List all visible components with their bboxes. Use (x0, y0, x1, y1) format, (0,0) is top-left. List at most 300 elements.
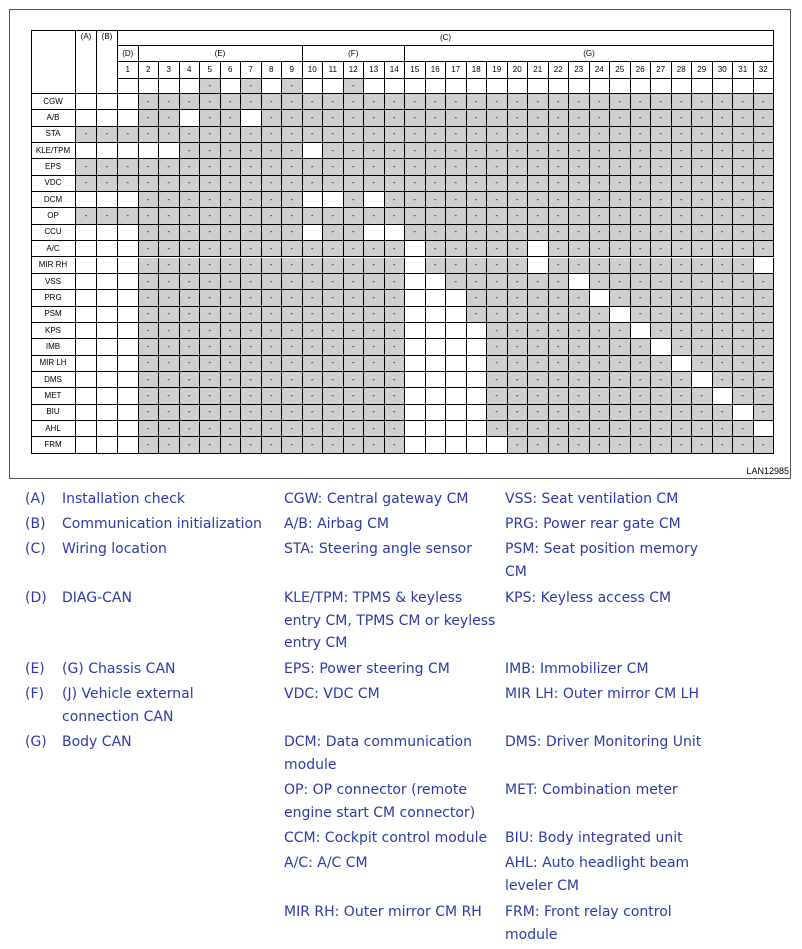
cell-pin-15: - (405, 208, 426, 224)
cell-pin-12: - (344, 388, 365, 404)
cell-pin-5: - (200, 176, 221, 192)
cell-pin-13: - (364, 258, 385, 274)
cell-pin-8: - (262, 241, 283, 257)
cell-pin-31: - (733, 258, 754, 274)
cell-pin-10: - (303, 290, 324, 306)
row-label: A/C (31, 241, 76, 257)
cell-pin-2: - (139, 94, 160, 110)
cell-pin-11: - (323, 143, 344, 159)
cell-pin-19: - (487, 339, 508, 355)
cell-pin-8: - (262, 356, 283, 372)
legend-key: (F) (25, 686, 44, 702)
cell-pin-22: - (549, 192, 570, 208)
cell-pin-6: - (221, 405, 242, 421)
cell-pin-31: - (733, 356, 754, 372)
cell-pin-12: - (344, 225, 365, 241)
cell-pin-26: - (631, 94, 652, 110)
cell-pin-4: - (180, 208, 201, 224)
cell-pin-10: - (303, 258, 324, 274)
cell-pin-27: - (651, 143, 672, 159)
cell-pin-5: - (200, 388, 221, 404)
cell-pin-30: - (713, 110, 734, 126)
cell-pin-29: - (692, 356, 713, 372)
cell-pin-9: - (282, 274, 303, 290)
cell-pin-4: - (180, 372, 201, 388)
cell-pin-13: - (364, 176, 385, 192)
cell-pin-26: - (631, 241, 652, 257)
cell-pin-11: - (323, 258, 344, 274)
cell-pin-2: - (139, 339, 160, 355)
cell-pin-18: - (467, 208, 488, 224)
cell-pin-5: - (200, 274, 221, 290)
cell-pin-25: - (610, 323, 631, 339)
cell-pin-29: - (692, 307, 713, 323)
cell-pin-30: - (713, 372, 734, 388)
cell-pin-23: - (569, 110, 590, 126)
cell-pin-7: - (241, 339, 262, 355)
cell-pin-24: - (590, 143, 611, 159)
cell-pin-21: - (528, 127, 549, 143)
cell-pin-14: - (385, 110, 406, 126)
cell-pin-7: - (241, 307, 262, 323)
cell-pin-31: - (733, 274, 754, 290)
cell-pin-19: - (487, 307, 508, 323)
cell-pin-30: - (713, 225, 734, 241)
cell-pin-28: - (672, 127, 693, 143)
cell-pin-27: - (651, 258, 672, 274)
cell-pin-23: - (569, 127, 590, 143)
cell-pin-23: - (569, 94, 590, 110)
pin-number: 12 (344, 62, 365, 79)
legend-abbreviation: VDC: VDC CM (284, 686, 380, 702)
legend-abbreviation: DMS: Driver Monitoring Unit (505, 734, 702, 750)
cell-pin-26: - (631, 356, 652, 372)
cell-pin-26: - (631, 176, 652, 192)
cell-pin-15: - (405, 94, 426, 110)
cell-pin-9: - (282, 421, 303, 437)
cell-pin-31: - (733, 110, 754, 126)
cell-pin-7: - (241, 421, 262, 437)
cell-pin-8: - (262, 307, 283, 323)
cell-pin-29: - (692, 159, 713, 175)
row-label: CGW (31, 94, 76, 110)
cell-pin-26: - (631, 110, 652, 126)
cell-pin-17: - (446, 159, 467, 175)
cell-pin-20: - (508, 143, 529, 159)
cell-pin-7: - (241, 437, 262, 453)
cell-pin-6: - (221, 192, 242, 208)
cell-pin-26: - (631, 192, 652, 208)
row-label: A/B (31, 110, 76, 126)
cell-pin-6: - (221, 372, 242, 388)
cell-pin-20: - (508, 110, 529, 126)
cell-pin-9: - (282, 437, 303, 453)
cell-installation-check: - (76, 208, 97, 224)
cell-pin-5: - (200, 437, 221, 453)
cell-pin-3: - (159, 323, 180, 339)
cell-pin-8: - (262, 127, 283, 143)
pin-number: 16 (426, 62, 447, 79)
cell-pin-22: - (549, 159, 570, 175)
cell-pin-13: - (364, 127, 385, 143)
cell-pin-26: - (631, 159, 652, 175)
cell-pin-17: - (446, 176, 467, 192)
cell-pin-21: - (528, 274, 549, 290)
cell-pin-25: - (610, 127, 631, 143)
cell-pin-7: - (241, 356, 262, 372)
cell-pin-6: - (221, 176, 242, 192)
cell-pin-8: - (262, 437, 283, 453)
cell-pin-13: - (364, 323, 385, 339)
cell-pin-11: - (323, 421, 344, 437)
cell-pin-5: - (200, 421, 221, 437)
cell-pin-12: - (344, 192, 365, 208)
cell-pin-32: - (754, 110, 775, 126)
cell-pin-12: - (344, 339, 365, 355)
cell-pin-24: - (590, 94, 611, 110)
cell-pin-9: - (282, 192, 303, 208)
cell-pin-24: - (590, 127, 611, 143)
cell-pin-9: - (282, 323, 303, 339)
cell-pin-25: - (610, 94, 631, 110)
cell-pin-3: - (159, 110, 180, 126)
cell-pin-21: - (528, 290, 549, 306)
cell-pin-6: - (221, 437, 242, 453)
cell-pin-22: - (549, 274, 570, 290)
cell-pin-5: - (200, 307, 221, 323)
cell-pin-9: - (282, 159, 303, 175)
cell-pin-11: - (323, 176, 344, 192)
cell-pin-12: - (344, 405, 365, 421)
legend-abbreviation: A/B: Airbag CM (284, 516, 389, 532)
cell-pin-26: - (631, 405, 652, 421)
cell-pin-18: - (467, 225, 488, 241)
cell-pin-21: - (528, 192, 549, 208)
cell-pin-16: - (426, 241, 447, 257)
cell-pin-30: - (713, 274, 734, 290)
cell-pin-7: - (241, 323, 262, 339)
cell-pin-12: - (344, 290, 365, 306)
cell-pin-28: - (672, 258, 693, 274)
cell-pin-11: - (323, 372, 344, 388)
cell-pin-13: - (364, 421, 385, 437)
cell-pin-20: - (508, 323, 529, 339)
cell-pin-2: - (139, 258, 160, 274)
legend-term: Communication initialization (62, 516, 262, 532)
cell-pin-11: - (323, 356, 344, 372)
cell-pin-11: - (323, 225, 344, 241)
cell-pin-29: - (692, 421, 713, 437)
cell-pin-30: - (713, 356, 734, 372)
cell-pin-9: - (282, 208, 303, 224)
cell-pin-31: - (733, 307, 754, 323)
header-mark: - (241, 79, 262, 94)
cell-pin-13: - (364, 307, 385, 323)
legend-abbreviation: FRM: Front relay control module (505, 904, 672, 943)
cell-pin-24: - (590, 176, 611, 192)
cell-pin-7: - (241, 94, 262, 110)
cell-pin-22: - (549, 356, 570, 372)
cell-pin-5: - (200, 290, 221, 306)
cell-pin-22: - (549, 290, 570, 306)
cell-pin-14: - (385, 307, 406, 323)
cell-pin-12: - (344, 159, 365, 175)
cell-pin-28: - (672, 339, 693, 355)
header-subgroup: (G) (405, 46, 774, 62)
cell-pin-19: - (487, 127, 508, 143)
cell-pin-4: - (180, 159, 201, 175)
cell-pin-24: - (590, 159, 611, 175)
cell-pin-13: - (364, 437, 385, 453)
cell-pin-9: - (282, 241, 303, 257)
legend-key: (B) (25, 516, 46, 532)
cell-pin-14: - (385, 94, 406, 110)
cell-pin-30: - (713, 192, 734, 208)
cell-pin-25: - (610, 159, 631, 175)
cell-pin-23: - (569, 192, 590, 208)
cell-pin-22: - (549, 421, 570, 437)
cell-pin-1: - (118, 159, 139, 175)
cell-pin-7: - (241, 208, 262, 224)
cell-pin-13: - (364, 372, 385, 388)
cell-pin-25: - (610, 437, 631, 453)
cell-pin-5: - (200, 241, 221, 257)
cell-pin-4: - (180, 307, 201, 323)
cell-pin-3: - (159, 258, 180, 274)
cell-pin-24: - (590, 356, 611, 372)
cell-communication-init: - (97, 176, 118, 192)
cell-pin-23: - (569, 323, 590, 339)
pin-number: 14 (385, 62, 406, 79)
header-subgroup: (F) (303, 46, 406, 62)
pin-number: 18 (467, 62, 488, 79)
cell-pin-19: - (487, 208, 508, 224)
cell-pin-1: - (118, 176, 139, 192)
cell-pin-13: - (364, 110, 385, 126)
cell-pin-21: - (528, 372, 549, 388)
cell-pin-22: - (549, 307, 570, 323)
cell-pin-24: - (590, 372, 611, 388)
cell-pin-20: - (508, 208, 529, 224)
cell-pin-10: - (303, 323, 324, 339)
cell-pin-8: - (262, 405, 283, 421)
cell-pin-8: - (262, 176, 283, 192)
cell-pin-20: - (508, 339, 529, 355)
cell-pin-11: - (323, 323, 344, 339)
cell-pin-19: - (487, 241, 508, 257)
cell-pin-6: - (221, 421, 242, 437)
legend-abbreviation: OP: OP connector (remote engine start CM connector) (284, 782, 476, 821)
cell-pin-5: - (200, 323, 221, 339)
cell-pin-10: - (303, 176, 324, 192)
pin-number: 23 (569, 62, 590, 79)
cell-pin-25: - (610, 192, 631, 208)
cell-pin-3: - (159, 94, 180, 110)
cell-pin-8: - (262, 372, 283, 388)
cell-pin-23: - (569, 405, 590, 421)
cell-pin-29: - (692, 94, 713, 110)
cell-pin-31: - (733, 339, 754, 355)
cell-pin-9: - (282, 372, 303, 388)
cell-pin-15: - (405, 127, 426, 143)
cell-pin-6: - (221, 258, 242, 274)
cell-pin-11: - (323, 159, 344, 175)
cell-pin-27: - (651, 388, 672, 404)
cell-pin-6: - (221, 388, 242, 404)
cell-pin-3: - (159, 339, 180, 355)
cell-pin-9: - (282, 110, 303, 126)
cell-pin-13: - (364, 405, 385, 421)
cell-pin-28: - (672, 143, 693, 159)
cell-pin-31: - (733, 159, 754, 175)
cell-pin-9: - (282, 339, 303, 355)
cell-pin-3: - (159, 192, 180, 208)
cell-pin-9: - (282, 307, 303, 323)
cell-pin-3: - (159, 388, 180, 404)
cell-pin-29: - (692, 208, 713, 224)
cell-pin-5: - (200, 258, 221, 274)
cell-pin-24: - (590, 225, 611, 241)
cell-pin-28: - (672, 159, 693, 175)
cell-pin-6: - (221, 127, 242, 143)
cell-pin-29: - (692, 274, 713, 290)
pin-number: 10 (303, 62, 324, 79)
cell-pin-5: - (200, 372, 221, 388)
cell-pin-3: - (159, 356, 180, 372)
cell-pin-32: - (754, 372, 775, 388)
cell-pin-29: - (692, 241, 713, 257)
cell-pin-29: - (692, 437, 713, 453)
cell-pin-22: - (549, 372, 570, 388)
pin-number: 21 (528, 62, 549, 79)
cell-pin-5: - (200, 225, 221, 241)
row-label: AHL (31, 421, 76, 437)
cell-pin-12: - (344, 208, 365, 224)
cell-pin-7: - (241, 225, 262, 241)
cell-pin-5: - (200, 143, 221, 159)
cell-pin-20: - (508, 405, 529, 421)
cell-pin-26: - (631, 274, 652, 290)
cell-pin-22: - (549, 405, 570, 421)
pin-number: 9 (282, 62, 303, 79)
cell-pin-32: - (754, 225, 775, 241)
cell-pin-24: - (590, 307, 611, 323)
cell-pin-28: - (672, 290, 693, 306)
pin-number: 20 (508, 62, 529, 79)
cell-pin-30: - (713, 94, 734, 110)
cell-pin-20: - (508, 192, 529, 208)
cell-pin-12: - (344, 143, 365, 159)
cell-pin-20: - (508, 290, 529, 306)
cell-pin-28: - (672, 208, 693, 224)
cell-pin-9: - (282, 143, 303, 159)
cell-pin-29: - (692, 110, 713, 126)
legend-abbreviation: CCM: Cockpit control module (284, 830, 488, 846)
cell-pin-18: - (467, 127, 488, 143)
header-c: (C) (118, 30, 774, 46)
legend-abbreviation: PSM: Seat position memory CM (505, 541, 698, 580)
cell-pin-24: - (590, 437, 611, 453)
cell-pin-10: - (303, 437, 324, 453)
cell-pin-28: - (672, 176, 693, 192)
cell-pin-19: - (487, 290, 508, 306)
cell-pin-29: - (692, 127, 713, 143)
legend-key: (G) (25, 734, 47, 750)
legend-abbreviation: EPS: Power steering CM (284, 661, 450, 677)
cell-pin-30: - (713, 421, 734, 437)
cell-pin-11: - (323, 274, 344, 290)
cell-pin-23: - (569, 143, 590, 159)
cell-pin-27: - (651, 323, 672, 339)
row-label: VDC (31, 176, 76, 192)
cell-pin-18: - (467, 94, 488, 110)
cell-pin-2: - (139, 192, 160, 208)
cell-pin-4: - (180, 421, 201, 437)
cell-pin-10: - (303, 372, 324, 388)
cell-pin-32: - (754, 437, 775, 453)
cell-pin-25: - (610, 372, 631, 388)
cell-pin-8: - (262, 290, 283, 306)
cell-pin-23: - (569, 356, 590, 372)
cell-pin-11: - (323, 339, 344, 355)
legend-abbreviation: MIR RH: Outer mirror CM RH (284, 904, 482, 920)
cell-installation-check: - (76, 176, 97, 192)
cell-pin-32: - (754, 127, 775, 143)
cell-pin-6: - (221, 241, 242, 257)
cell-pin-4: - (180, 192, 201, 208)
pin-number: 17 (446, 62, 467, 79)
cell-pin-31: - (733, 192, 754, 208)
cell-pin-4: - (180, 437, 201, 453)
cell-pin-6: - (221, 323, 242, 339)
cell-pin-9: - (282, 290, 303, 306)
cell-pin-5: - (200, 192, 221, 208)
cell-pin-14: - (385, 290, 406, 306)
cell-pin-15: - (405, 225, 426, 241)
cell-pin-23: - (569, 339, 590, 355)
cell-pin-32: - (754, 159, 775, 175)
cell-pin-3: - (159, 208, 180, 224)
cell-pin-26: - (631, 127, 652, 143)
cell-pin-24: - (590, 192, 611, 208)
cell-pin-17: - (446, 110, 467, 126)
cell-pin-26: - (631, 143, 652, 159)
cell-pin-13: - (364, 159, 385, 175)
cell-pin-22: - (549, 208, 570, 224)
cell-pin-6: - (221, 290, 242, 306)
cell-pin-24: - (590, 405, 611, 421)
cell-pin-28: - (672, 421, 693, 437)
cell-pin-19: - (487, 192, 508, 208)
cell-pin-13: - (364, 94, 385, 110)
cell-pin-16: - (426, 127, 447, 143)
cell-pin-20: - (508, 421, 529, 437)
cell-pin-3: - (159, 176, 180, 192)
cell-pin-26: - (631, 225, 652, 241)
cell-pin-13: - (364, 388, 385, 404)
cell-pin-14: - (385, 421, 406, 437)
cell-pin-18: - (467, 307, 488, 323)
cell-pin-12: - (344, 241, 365, 257)
cell-pin-2: - (139, 421, 160, 437)
cell-pin-18: - (467, 241, 488, 257)
cell-pin-7: - (241, 159, 262, 175)
cell-pin-22: - (549, 110, 570, 126)
cell-pin-32: - (754, 388, 775, 404)
cell-pin-9: - (282, 176, 303, 192)
cell-pin-32: - (754, 176, 775, 192)
cell-pin-28: - (672, 323, 693, 339)
